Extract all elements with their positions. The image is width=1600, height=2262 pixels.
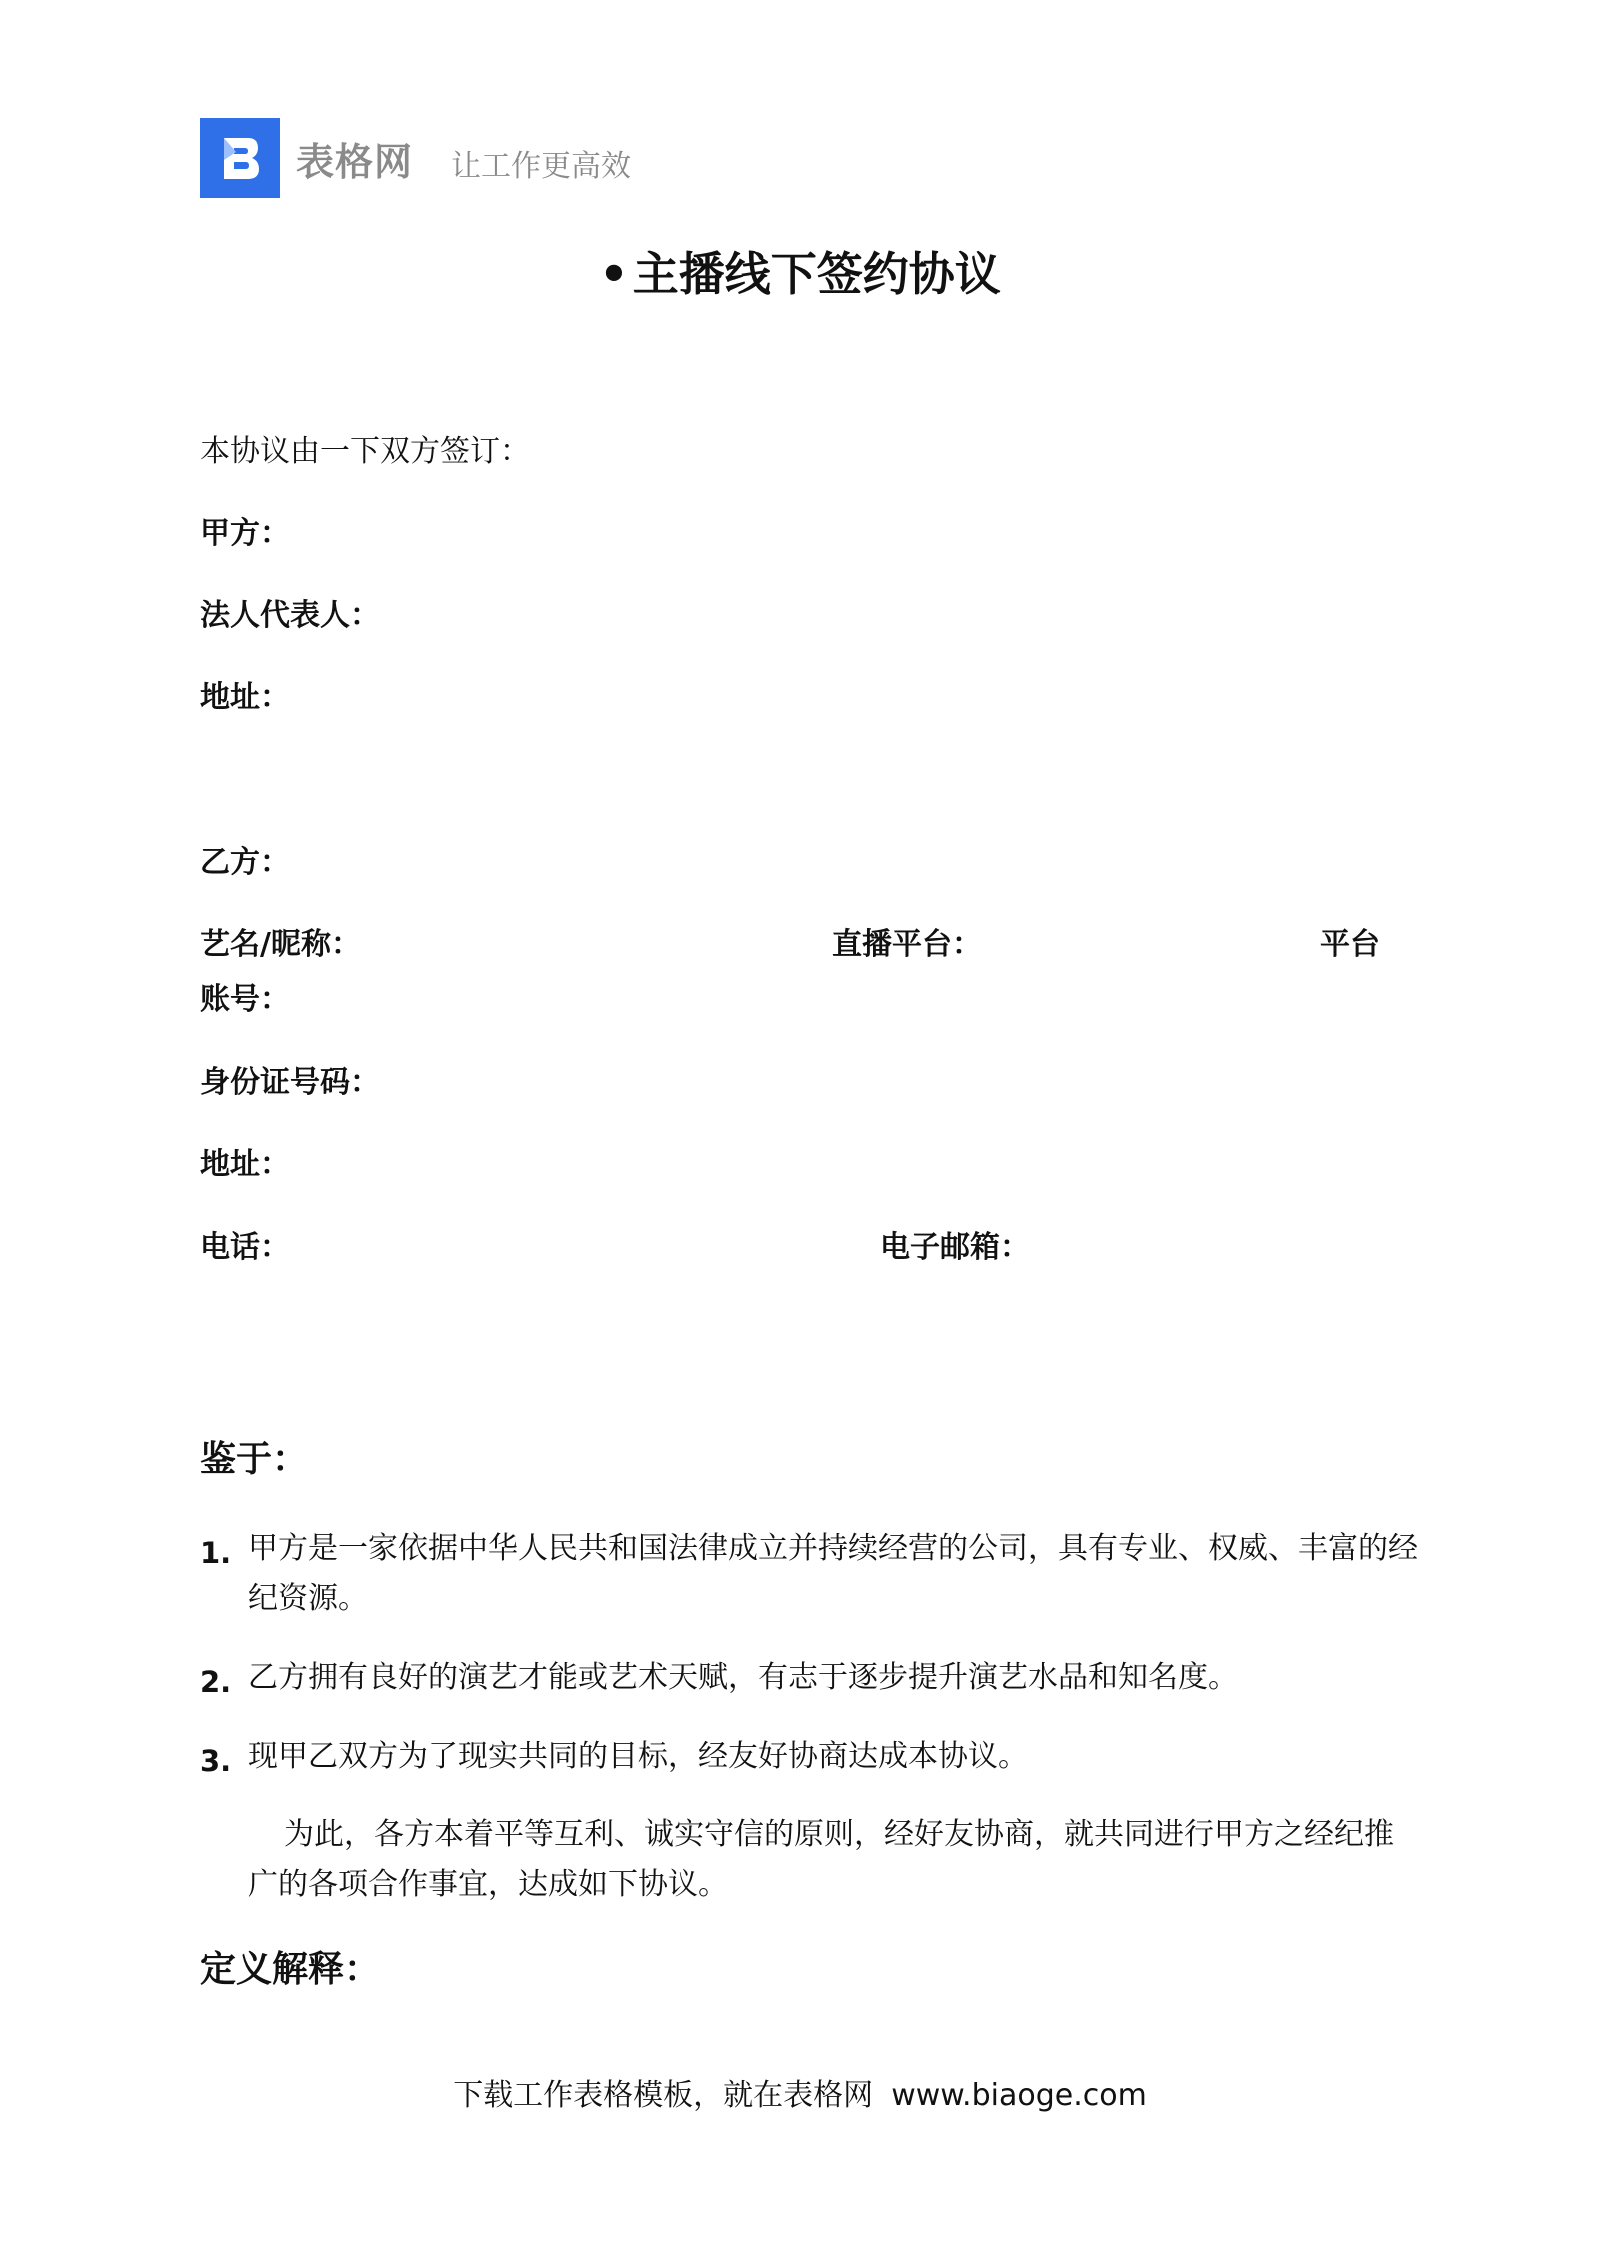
whereas-item-3 [200, 1732, 1420, 1782]
party-a-heading: 甲方： [200, 516, 290, 551]
party-a-legal-rep: 法人代表人： [200, 598, 380, 633]
whereas-item-1 [200, 1524, 1420, 1624]
footer-url[interactable]: www.biaoge.com [891, 2078, 1147, 2113]
party-b-phone: 电话： [200, 1230, 290, 1265]
brand-slogan: 让工作更高效 [451, 149, 632, 184]
whereas-item-1-text: 甲方是一家依据中华人民共和国法律成立并持续经营的公司，具有专业、权威、丰富的经纪资源。 [248, 1531, 1418, 1616]
biaoge-logo-icon [200, 118, 280, 198]
title-text: 主播线下签约协议 [632, 247, 1001, 301]
party-b-heading: 乙方： [200, 845, 290, 880]
whereas-item-2-text: 乙方拥有良好的演艺才能或艺术天赋，有志于逐步提升演艺水品和知名度。 [248, 1660, 1238, 1695]
page-footer [0, 2070, 1600, 2114]
whereas-item-2-number: 2. [200, 1665, 232, 1699]
document-title [0, 238, 1600, 304]
brand-header [200, 118, 631, 198]
whereas-item-3-number: 3. [200, 1744, 232, 1778]
party-a-address: 地址： [200, 680, 290, 715]
title-bullet: • [599, 247, 629, 301]
party-b-email: 电子邮箱： [880, 1230, 1030, 1265]
brand-name: 表格网 [296, 139, 414, 184]
intro-line: 本协议由一下双方签订： [200, 434, 530, 469]
party-b-id-number: 身份证号码： [200, 1065, 380, 1100]
party-b-platform-account-label-a: 平台 [1320, 927, 1380, 962]
whereas-item-1-number: 1. [200, 1536, 232, 1570]
footer-text: 下载工作表格模板，就在表格网 [453, 2078, 874, 2113]
party-b-platform: 直播平台： [832, 927, 982, 962]
whereas-heading: 鉴于： [200, 1439, 309, 1480]
party-b-stage-name: 艺名/昵称： [200, 927, 361, 962]
party-b-platform-account-label-b: 账号： [200, 982, 290, 1017]
whereas-closing-paragraph: 为此，各方本着平等互利、诚实守信的原则，经好友协商，就共同进行甲方之经纪推广的各项合作事宜，达成如下协议。 [248, 1817, 1394, 1902]
definitions-heading: 定义解释： [200, 1949, 381, 1990]
whereas-item-3-text: 现甲乙双方为了现实共同的目标，经友好协商达成本协议。 [248, 1739, 1028, 1774]
party-b-address: 地址： [200, 1147, 290, 1182]
whereas-item-2 [200, 1653, 1420, 1703]
